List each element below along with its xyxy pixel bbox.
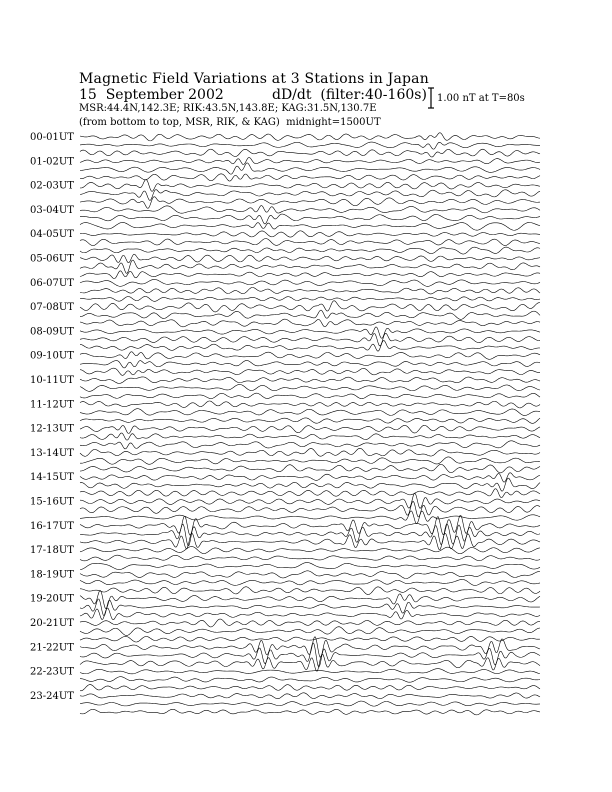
hour-label: 18-19UT <box>30 569 74 581</box>
hour-label: 23-24UT <box>30 690 74 702</box>
hour-label: 16-17UT <box>30 520 74 532</box>
trace-msr-hour-16 <box>80 533 540 549</box>
trace-msr-hour-17 <box>80 562 540 569</box>
trace-kag-hour-18 <box>80 571 540 579</box>
trace-rik-hour-14 <box>80 478 540 491</box>
trace-msr-hour-1 <box>80 174 540 181</box>
trace-kag-hour-12 <box>80 425 540 433</box>
trace-msr-hour-7 <box>80 319 540 327</box>
trace-rik-hour-10 <box>80 384 540 391</box>
trace-kag-hour-14 <box>80 473 540 482</box>
trace-kag-hour-19 <box>80 590 540 608</box>
trace-kag-hour-4 <box>80 231 540 237</box>
trace-rik-hour-5 <box>80 260 540 273</box>
trace-rik-hour-0 <box>80 142 540 149</box>
trace-rik-hour-17 <box>80 555 540 561</box>
trace-rik-hour-8 <box>80 333 540 346</box>
trace-kag-hour-0 <box>80 133 540 141</box>
trace-msr-hour-9 <box>80 368 540 375</box>
trace-kag-hour-22 <box>80 669 540 674</box>
trace-kag-hour-20 <box>80 619 540 627</box>
hour-label: 05-06UT <box>30 253 74 265</box>
trace-msr-hour-3 <box>80 222 540 230</box>
trace-rik-hour-12 <box>80 433 540 440</box>
trace-msr-hour-12 <box>80 441 540 449</box>
trace-msr-hour-23 <box>80 709 540 715</box>
trace-kag-hour-5 <box>80 254 540 262</box>
trace-msr-hour-14 <box>80 489 540 498</box>
trace-kag-hour-8 <box>80 327 540 338</box>
trace-kag-hour-13 <box>80 448 540 456</box>
hour-label: 13-14UT <box>30 447 74 459</box>
trace-kag-hour-3 <box>80 206 540 214</box>
trace-kag-hour-9 <box>80 352 540 359</box>
trace-kag-hour-11 <box>80 401 540 408</box>
hour-label: 03-04UT <box>30 204 74 216</box>
trace-kag-hour-23 <box>80 693 540 699</box>
trace-rik-hour-6 <box>80 288 540 294</box>
date-label: 15 September 2002 <box>79 87 224 103</box>
hour-label: 12-13UT <box>30 423 74 435</box>
hour-label: 14-15UT <box>30 472 74 484</box>
trace-kag-hour-7 <box>80 301 540 312</box>
trace-kag-hour-10 <box>80 377 540 384</box>
hour-label: 20-21UT <box>30 618 74 629</box>
trace-rik-hour-15 <box>80 501 540 517</box>
hour-label: 08-09UT <box>30 326 74 338</box>
trace-rik-hour-11 <box>80 409 540 416</box>
hour-label: 07-08UT <box>30 302 74 314</box>
trace-msr-hour-18 <box>80 587 540 595</box>
trace-rik-hour-13 <box>80 457 540 464</box>
trace-rik-hour-21 <box>80 643 540 667</box>
hour-label: 00-01UT <box>30 132 74 143</box>
trace-rik-hour-19 <box>80 599 540 616</box>
trace-msr-hour-11 <box>80 418 540 423</box>
trace-rik-hour-18 <box>80 579 540 585</box>
hour-label: 17-18UT <box>30 545 74 557</box>
trace-rik-hour-1 <box>80 163 540 174</box>
trace-msr-hour-22 <box>80 685 540 691</box>
trace-kag-hour-15 <box>80 493 540 508</box>
trace-kag-hour-6 <box>80 279 540 286</box>
trace-msr-hour-2 <box>80 197 540 209</box>
hour-label: 09-10UT <box>30 350 74 362</box>
trace-rik-hour-3 <box>80 214 540 224</box>
hour-label: 01-02UT <box>30 156 74 168</box>
scale-label: 1.00 nT at T=80s <box>437 93 525 104</box>
trace-msr-hour-19 <box>80 608 540 620</box>
trace-rik-hour-4 <box>80 239 540 246</box>
trace-rik-hour-2 <box>80 190 540 201</box>
stations-label: MSR:44.4N,142.3E; RIK:43.5N,143.8E; KAG:31.5N,130.7E <box>79 103 377 114</box>
trace-kag-hour-1 <box>80 157 540 164</box>
trace-msr-hour-4 <box>80 247 540 254</box>
hour-label: 04-05UT <box>30 229 74 241</box>
trace-msr-hour-8 <box>80 341 540 352</box>
trace-kag-hour-2 <box>80 179 540 191</box>
hour-label: 02-03UT <box>30 180 74 192</box>
scale-bar <box>428 88 434 108</box>
hour-label: 11-12UT <box>30 399 74 411</box>
trace-rik-hour-20 <box>80 627 540 636</box>
component-label: dD/dt (filter:40-160s) <box>272 87 427 103</box>
trace-rik-hour-23 <box>80 701 540 706</box>
trace-msr-hour-6 <box>80 296 540 301</box>
trace-rik-hour-9 <box>80 361 540 368</box>
hour-label: 10-11UT <box>30 375 74 386</box>
hour-label: 06-07UT <box>30 277 74 289</box>
trace-msr-hour-5 <box>80 271 540 279</box>
hour-label: 15-16UT <box>30 496 74 508</box>
chart-title: Magnetic Field Variations at 3 Stations in Japan <box>79 71 429 87</box>
hour-label: 19-20UT <box>30 593 74 605</box>
hour-label: 22-23UT <box>30 666 74 678</box>
hour-label: 21-22UT <box>30 642 74 654</box>
trace-msr-hour-13 <box>80 464 540 473</box>
trace-kag-hour-17 <box>80 547 540 554</box>
trace-msr-hour-21 <box>80 654 540 671</box>
trace-msr-hour-10 <box>80 393 540 399</box>
trace-msr-hour-20 <box>80 636 540 642</box>
trace-rik-hour-7 <box>80 310 540 319</box>
trace-rik-hour-22 <box>80 677 540 683</box>
order-note: (from bottom to top, MSR, RIK, & KAG) midnight=1500UT <box>79 117 381 128</box>
trace-msr-hour-0 <box>80 149 540 157</box>
